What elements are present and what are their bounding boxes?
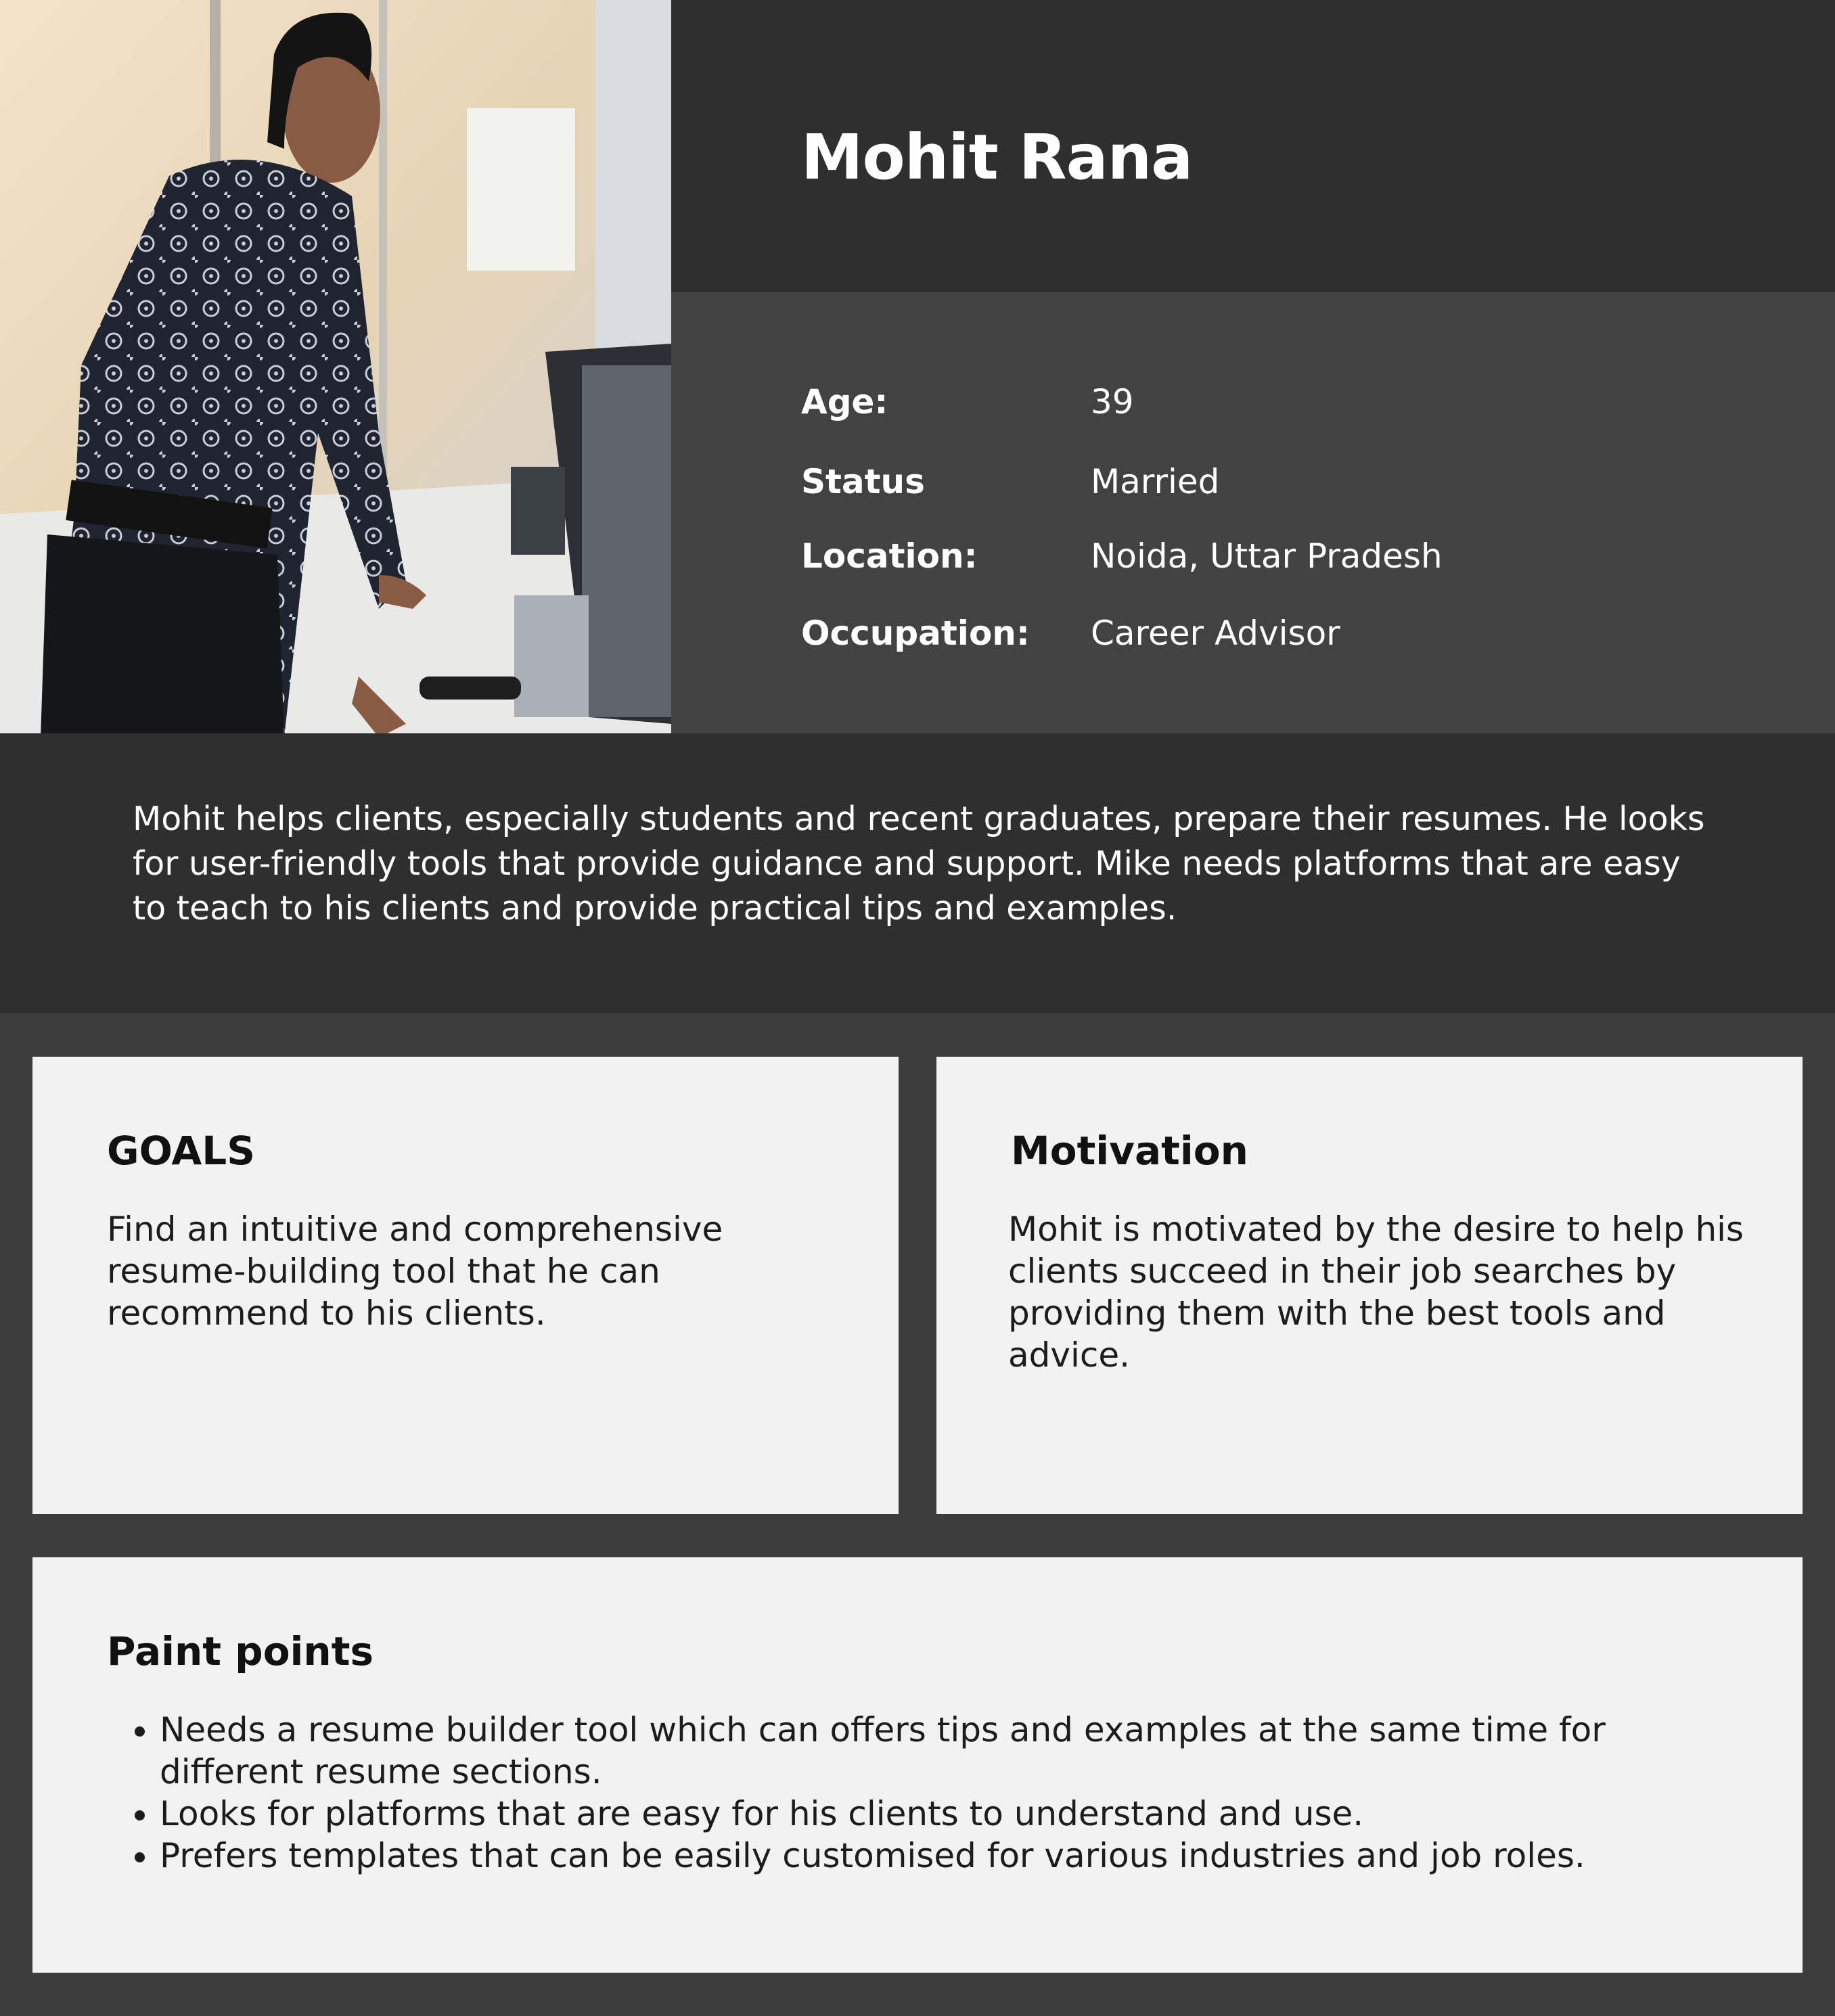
occupation-value: Career Advisor bbox=[1091, 614, 1340, 653]
goals-title: GOALS bbox=[107, 1128, 255, 1174]
location-value: Noida, Uttar Pradesh bbox=[1091, 536, 1443, 576]
motivation-title: Motivation bbox=[1011, 1128, 1248, 1174]
motivation-text: Mohit is motivated by the desire to help his clients succeed in their job searches by providing them with the best tools and advice. bbox=[1008, 1210, 1744, 1375]
location-label: Location: bbox=[801, 536, 978, 576]
list-item: • Prefers templates that can be easily customised for various industries and job roles. bbox=[160, 1835, 1675, 1877]
age-value: 39 bbox=[1091, 382, 1134, 421]
goals-text: Find an intuitive and comprehensive resume-building tool that he can recommend to his clients. bbox=[107, 1210, 723, 1333]
status-value: Married bbox=[1091, 462, 1220, 501]
bio-text: Mohit helps clients, especially students and recent graduates, prepare their resumes. He looks for user-friendly tools that provide guidance and support. Mike needs platforms that are easy to teach to his clients and provide practical tips and examples. bbox=[133, 800, 1705, 927]
info-panel bbox=[671, 292, 1835, 733]
occupation-label: Occupation: bbox=[801, 614, 1030, 653]
persona-photo bbox=[0, 0, 671, 737]
status-label: Status bbox=[801, 462, 925, 501]
pain-points-title: Paint points bbox=[107, 1628, 373, 1674]
list-item: • Needs a resume builder tool which can offers tips and examples at the same time for different resume sections. bbox=[160, 1709, 1675, 1793]
pain-points-list bbox=[119, 1709, 1675, 1877]
persona-name: Mohit Rana bbox=[801, 121, 1193, 193]
age-label: Age: bbox=[801, 382, 888, 421]
list-item: • Looks for platforms that are easy for his clients to understand and use. bbox=[160, 1793, 1675, 1835]
